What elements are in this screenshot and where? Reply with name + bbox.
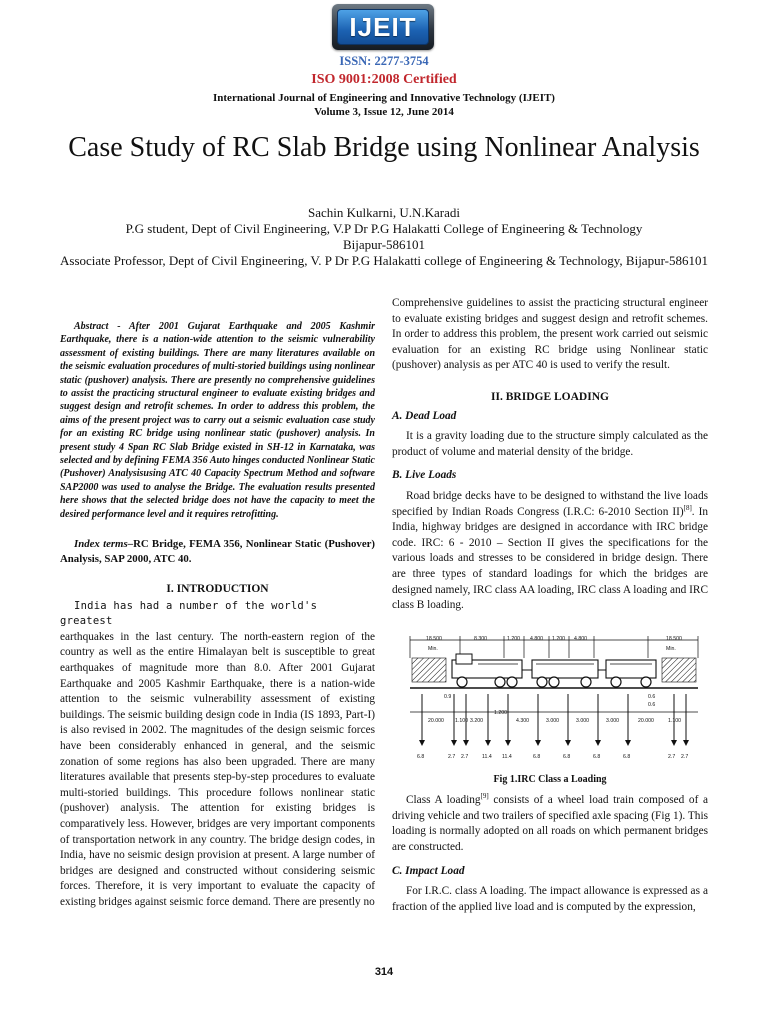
axle-load-label: 2.7	[681, 753, 689, 760]
axle-load-label: 11.4	[482, 753, 492, 760]
axle-load-label: 6.8	[417, 753, 425, 760]
dead-load-heading: A. Dead Load	[392, 409, 457, 422]
trailer-1-icon	[522, 660, 598, 687]
live-loads-text	[392, 489, 708, 614]
iso-certification: ISO 9001:2008 Certified	[311, 72, 457, 87]
bottom-dim-label: 20.000	[638, 717, 654, 724]
bottom-dim-label: 3.000	[546, 717, 559, 724]
left-column	[60, 296, 375, 911]
author-names: Sachin Kulkarni, U.N.Karadi	[308, 205, 460, 220]
top-dim-label: 4.800	[574, 635, 587, 642]
journal-name: International Journal of Engineering and Innovative Technology (IJEIT)	[213, 92, 555, 104]
live-loads-text-part-1: Road bridge decks have to be designed to withstand the live loads specified by Indian Roads Congress (I.R.C: 6-2010 Section II)	[392, 489, 708, 518]
hatched-zone-right	[662, 658, 696, 682]
live-loads-heading: B. Live Loads	[392, 469, 457, 482]
abstract: Abstract - After 2001 Gujarat Earthquake and 2005 Kashmir Earthquake, there is a nation-wide attention to the seismic vulnerability assessment of existing buildings. There are many literatures available on the seismic evaluation procedures of multi-storied buildings using nonlinear static (pushover) analysis. There are presently no comprehensive guidelines to assist the practicing structural engineer to evaluate existing bridges and suggest design and retrofit schemes. In order to address this problem, the aims of the present project was to carry out a seismic evaluation case study for an existing RC bridge using nonlinear static (pushover) analysis. In present study 4 Span RC Slab Bridge existed in SH-12 in Karnataka, was selected and by defining FEMA 356 Auto hinges conducted Nonlinear Static (Pushover) Analysisusing ATC 40 Capacity Spectrum Method and software SAP2000 was used to analyse the Bridge. The evaluation results presented here shows that the selected bridge does not have the capacity to meet the desired performance level and it requires retrofitting.	[60, 321, 375, 520]
bottom-dim-label: 1.100	[668, 717, 681, 724]
journal-logo-badge	[337, 9, 429, 45]
side-dim-label: 0.9	[444, 693, 452, 700]
introduction-body: earthquakes in the last century. The north-eastern region of the country as well as the entire Himalayan belt is susceptible to great earthquakes of magnitude more than 8.0. After 2001 Gujarat Earthquake and 2005 Kashmir Earthquake, there is a nation-wide attention to the seismic vulnerability assessment of existing buildings. The seismic building design code in India (IS 1893, Part-I) is also revised in 2002. The magnitudes of the design seismic forces have been considerably enhanced in general, and the seismic zonation of some regions has also been upgraded. There are many literatures available that presents step-by-step procedures to evaluate multi-storied buildings. This procedure follows nonlinear static (pushover) analysis. The attention for existing bridges is comparatively less. However, bridges are very important components of transportation network in any country. The bridge design codes, in India, have no seismic design provision at present. A large number of bridges are designed and constructed without considering seismic forces. Therefore, it is very important to evaluate the capacity of existing bridges against seismic force demand. There are presently no	[60, 630, 375, 908]
affiliation-1: P.G student, Dept of Civil Engineering, V.P Dr P.G Halakatti College of Engineering & Technology	[125, 221, 643, 236]
axle-load-label: 11.4	[502, 753, 512, 760]
bottom-dim-label: 3.000	[606, 717, 619, 724]
top-dim-label: 4.800	[530, 635, 543, 642]
top-dim-label: 1.200	[552, 635, 565, 642]
top-dim-label: 1.200	[507, 635, 520, 642]
top-dim-label: 18.500	[666, 635, 682, 642]
axle-load-label: 6.8	[533, 753, 541, 760]
bottom-dim-label: 20.000	[428, 717, 444, 724]
bottom-dim-label: 3.200	[470, 717, 483, 724]
axle-load-label: 2.7	[668, 753, 676, 760]
affiliation-1-city: Bijapur-586101	[342, 237, 426, 252]
volume-issue: Volume 3, Issue 12, June 2014	[314, 106, 454, 118]
loading-diagram	[408, 628, 700, 764]
min-label: Min.	[666, 645, 676, 652]
axle-load-label: 2.7	[461, 753, 469, 760]
introduction-first-line: India has had a number of the world's greatest	[60, 599, 318, 628]
issn: ISSN: 2277-3754	[339, 54, 429, 68]
class-a-text-part-1: Class A loading	[406, 794, 481, 807]
hatched-zone-left	[412, 658, 446, 682]
introduction-heading: I. INTRODUCTION	[166, 583, 269, 596]
trailer-2-icon	[598, 660, 656, 687]
side-dim-label: 0.6	[648, 701, 656, 708]
bottom-dim-label: 1.200	[494, 709, 507, 716]
reference-9: [9]	[480, 792, 489, 801]
paper-title: Case Study of RC Slab Bridge using Nonlinear Analysis	[68, 132, 700, 163]
irc-class-a-loading-figure	[408, 628, 700, 764]
index-terms-label: Index terms	[74, 538, 128, 551]
reference-8: [8]	[683, 503, 692, 512]
min-label: Min.	[428, 645, 438, 652]
figure-caption: Fig 1.IRC Class a Loading	[493, 773, 607, 785]
axle-load-label: 6.8	[623, 753, 631, 760]
side-dim-label: 0.6	[648, 693, 656, 700]
page-number: 314	[374, 966, 394, 978]
author-block	[40, 205, 728, 269]
index-terms	[60, 537, 375, 566]
class-a-text	[392, 793, 708, 855]
dead-load-text: It is a gravity loading due to the structure simply calculated as the product of volume and material density of the bridge.	[392, 430, 708, 458]
axle-load-label: 2.7	[448, 753, 456, 760]
index-terms-text: –RC Bridge, FEMA 356, Nonlinear Static (Pushover) Analysis, SAP 2000, ATC 40.	[60, 538, 376, 565]
affiliation-2: Associate Professor, Dept of Civil Engineering, V. P Dr P.G Halakatti college of Engineering & Technology, Bijapur-586101	[60, 253, 708, 268]
journal-logo	[332, 4, 434, 50]
bottom-dim-label: 1.100	[455, 717, 468, 724]
axle-load-label: 6.8	[593, 753, 601, 760]
bottom-dim-label: 3.000	[576, 717, 589, 724]
journal-logo-text: IJEIT	[349, 11, 417, 42]
top-dim-label: 18.500	[426, 635, 442, 642]
top-dim-label: 8.300	[474, 635, 487, 642]
axle-load-label: 6.8	[563, 753, 571, 760]
impact-load-heading: C. Impact Load	[392, 864, 465, 877]
live-loads-text-part-2: . In India, highway bridges are designed in accordance with IRC bridge code. IRC: 6 - 2010 – Section II gives the specifications for the various loads and stresses to be considered in bridge design. There are three types of standard loadings for which the bridges are designed namely, IRC class AA loading, IRC class A loading and IRC class B loading.	[392, 505, 708, 612]
impact-load-text: For I.R.C. class A loading. The impact allowance is expressed as a fraction of the applied live load and is computed by the expression,	[392, 885, 708, 913]
class-a-text-part-2: consists of a wheel load train composed of a driving vehicle and two trailers of specified axle spacing (Fig 1). This loading is normally adopted on all roads on which permanent bridges are constructed.	[392, 794, 708, 854]
driving-vehicle-icon	[452, 654, 522, 687]
bridge-loading-heading: II. BRIDGE LOADING	[491, 390, 609, 403]
bottom-dim-label: 4.300	[516, 717, 529, 724]
introduction-continued: Comprehensive guidelines to assist the practicing structural engineer to evaluate existing bridges and suggest design and retrofit schemes. In order to address this problem, the present work carried out seismic evaluation for an existing RC bridge using Nonlinear static (pushover) analysis as per ATC 40 is used to verify the result.	[392, 297, 708, 372]
right-column	[392, 296, 708, 915]
